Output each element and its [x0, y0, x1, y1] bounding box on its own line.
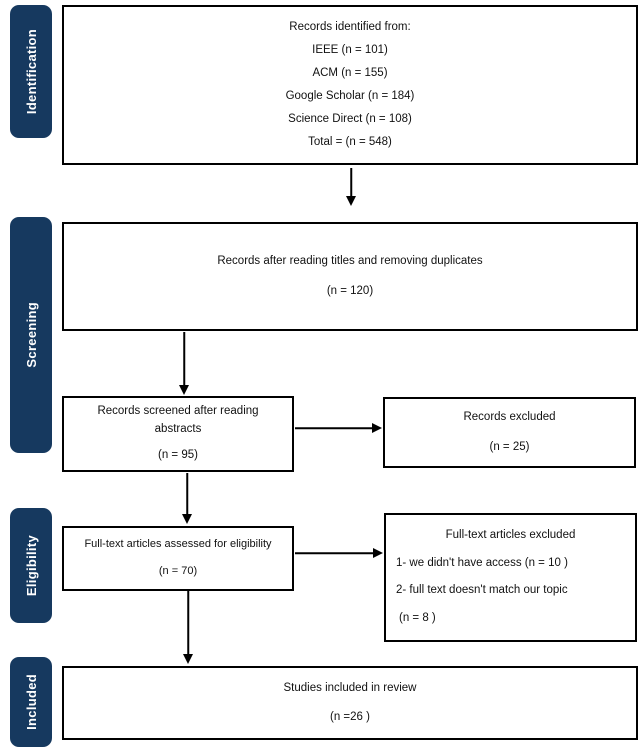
arrow-shaft: [186, 473, 188, 515]
stage-label-included: [10, 657, 52, 747]
arrow-shaft: [295, 427, 373, 429]
arrow-down-titles-to-abstracts: [178, 332, 190, 395]
arrow-head-down-icon: [183, 654, 193, 664]
arrow-down-fulltext-to-included: [182, 591, 194, 664]
fulltext-excluded-reason1: 1- we didn't have access (n = 10 ): [396, 556, 568, 569]
arrow-head-down-icon: [182, 514, 192, 524]
arrow-head-down-icon: [179, 385, 189, 395]
arrow-right-fulltext-to-excluded: [295, 547, 383, 559]
identified-acm: ACM (n = 155): [312, 67, 388, 80]
arrow-shaft: [295, 552, 374, 554]
fulltext-count: (n = 70): [158, 565, 198, 577]
stage-label-screening: [10, 217, 52, 453]
arrow-head-right-icon: [372, 423, 382, 433]
identified-heading: Records identified from:: [289, 21, 411, 34]
box-records-identified: [62, 5, 638, 165]
box-records-after-titles: [62, 222, 638, 331]
arrow-shaft: [183, 332, 185, 386]
fulltext-excluded-title: Full-text articles excluded: [445, 529, 576, 541]
box-records-screened-abstracts: [62, 396, 294, 472]
arrow-down-abstracts-to-fulltext: [181, 473, 193, 524]
arrow-head-down-icon: [346, 196, 356, 206]
stage-label-eligibility: [10, 508, 52, 623]
stage-label-screening-text: Screening: [23, 302, 39, 368]
stage-label-identification: [10, 5, 52, 138]
records-excluded-count: (n = 25): [489, 441, 530, 453]
arrow-shaft: [350, 168, 352, 197]
titles-text: Records after reading titles and removing duplicates: [217, 255, 483, 268]
fulltext-excluded-count: (n = 8 ): [399, 612, 436, 625]
arrow-right-abstracts-to-excluded: [295, 422, 382, 434]
abstracts-count: (n = 95): [158, 449, 198, 462]
fulltext-excluded-reason2: 2- full text doesn't match our topic: [396, 584, 568, 597]
included-count: (n =26 ): [330, 711, 370, 723]
identified-science-direct: Science Direct (n = 108): [288, 113, 412, 126]
records-excluded-text: Records excluded: [463, 411, 556, 424]
arrow-shaft: [187, 591, 189, 655]
arrow-head-right-icon: [373, 548, 383, 558]
stage-label-included-text: Included: [23, 674, 39, 730]
box-fulltext-assessed: [62, 526, 294, 591]
arrow-down-identified-to-titles: [345, 168, 357, 206]
stage-label-identification-text: Identification: [23, 28, 39, 115]
identified-ieee: IEEE (n = 101): [312, 44, 388, 57]
included-text: Studies included in review: [283, 682, 417, 695]
abstracts-text: Records screened after reading abstracts: [97, 404, 259, 435]
box-records-excluded: [383, 397, 636, 468]
stage-label-eligibility-text: Eligibility: [23, 534, 39, 597]
identified-google-scholar: Google Scholar (n = 184): [285, 90, 415, 103]
box-studies-included: [62, 666, 638, 740]
titles-count: (n = 120): [326, 285, 374, 297]
box-fulltext-excluded: [384, 513, 637, 642]
identified-total: Total = (n = 548): [308, 136, 392, 149]
fulltext-text: Full-text articles assessed for eligibility: [84, 538, 272, 551]
